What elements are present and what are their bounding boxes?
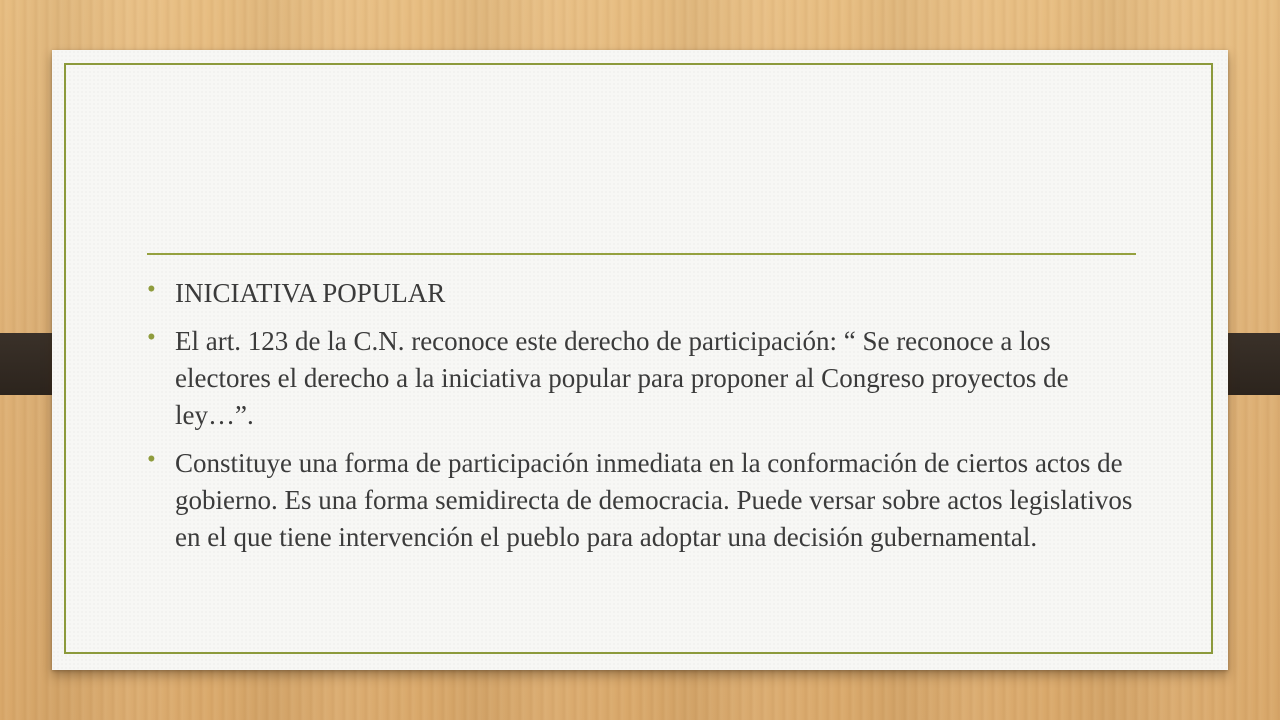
bullet-item-heading (147, 275, 1147, 312)
bullet-icon: • (147, 324, 156, 351)
slide-paper (52, 50, 1228, 670)
bullet-text: El art. 123 de la C.N. reconoce este derecho de participación: “ Se reconoce a los electores el derecho a la iniciativa popular para proponer al Congreso proyectos de ley…”. (175, 326, 1069, 430)
bullet-item-article (147, 323, 1147, 434)
title-divider-line (147, 253, 1136, 255)
bullet-icon: • (147, 446, 156, 473)
bullet-text: INICIATIVA POPULAR (175, 278, 446, 308)
bullet-text: Constituye una forma de participación inmediata en la conformación de ciertos actos de gobierno. Es una forma semidirecta de democracia. Puede versar sobre actos legislativos en el que tiene intervención el pueblo para adoptar una decisión gubernamental. (175, 448, 1133, 552)
bullet-list (147, 275, 1147, 567)
bullet-icon: • (147, 276, 156, 303)
bullet-item-definition (147, 445, 1147, 556)
